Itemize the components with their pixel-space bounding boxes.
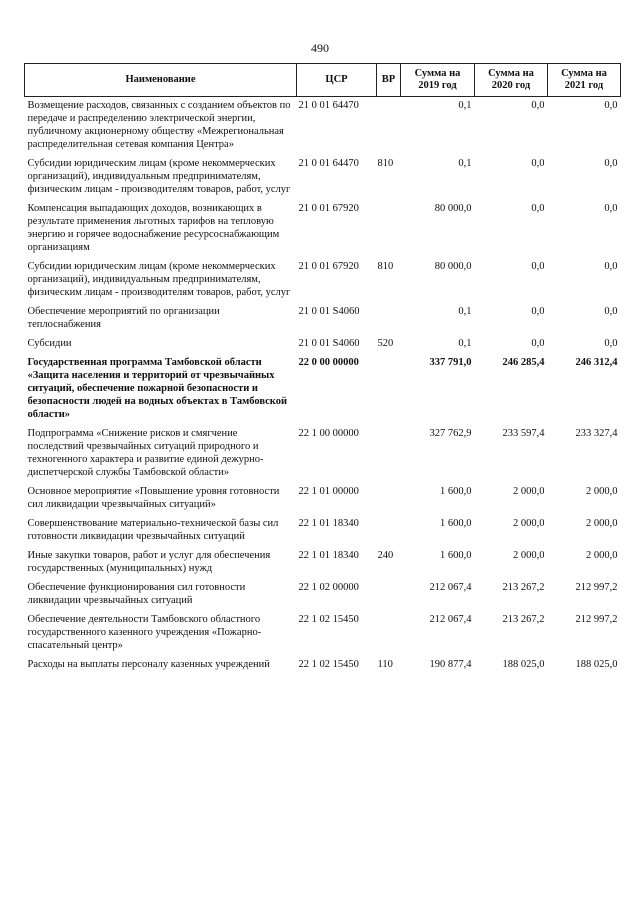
row-sum-2020: 213 267,2 [502,582,545,593]
row-sum-2020: 246 285,4 [502,357,545,368]
header-vr: ВР [377,64,401,97]
table-row [25,515,621,547]
row-sum-2021: 0,0 [604,203,618,214]
table-row [25,155,621,200]
table-row [25,579,621,611]
row-sum-2020: 2 000,0 [513,486,545,497]
row-sum-2021: 2 000,0 [586,486,618,497]
row-vr [377,425,401,483]
row-sum-2020: 0,0 [531,100,545,111]
row-name: Субсидии [27,338,72,349]
row-sum-2021: 233 327,4 [575,428,618,439]
row-sum-2019: 0,1 [458,306,472,317]
row-csr: 22 1 00 00000 [298,428,359,439]
table-row [25,200,621,258]
header-sum-2019: Сумма на 2019 год [401,64,475,97]
row-csr: 22 1 02 15450 [298,659,359,670]
row-name: Основное мероприятие «Повышение уровня готовности сил ликвидации чрезвычайных ситуаций» [27,486,280,510]
row-vr: 110 [377,659,393,670]
row-sum-2019: 1 600,0 [440,486,472,497]
header-name: Наименование [25,64,297,97]
row-sum-2019: 0,1 [458,158,472,169]
table-row [25,611,621,656]
row-sum-2019: 80 000,0 [434,203,472,214]
row-csr: 21 0 01 S4060 [298,306,360,317]
row-name: Компенсация выпадающих доходов, возникающих в результате применения льготных тарифов на тепловую энергию и горячее водоснабжение ресурсоснабжающим организациям [27,203,280,253]
row-sum-2019: 212 067,4 [429,582,472,593]
row-name: Совершенствование материально-технической базы сил готовности ликвидации чрезвычайных ситуаций [27,518,279,542]
table-header [25,64,621,97]
row-sum-2021: 2 000,0 [586,550,618,561]
row-sum-2019: 327 762,9 [429,428,472,439]
row-vr [377,200,401,258]
row-sum-2019: 337 791,0 [429,357,472,368]
table-row [25,425,621,483]
row-sum-2020: 2 000,0 [513,550,545,561]
table-row [25,547,621,579]
row-sum-2019: 80 000,0 [434,261,472,272]
row-sum-2020: 213 267,2 [502,614,545,625]
row-vr [377,579,401,611]
row-sum-2019: 190 877,4 [429,659,472,670]
row-sum-2021: 246 312,4 [575,357,618,368]
row-sum-2019: 212 067,4 [429,614,472,625]
row-csr: 22 1 02 00000 [298,582,359,593]
row-sum-2021: 212 997,2 [575,582,618,593]
row-sum-2019: 1 600,0 [440,550,472,561]
row-vr: 520 [377,338,394,349]
row-sum-2020: 233 597,4 [502,428,545,439]
row-csr: 22 1 01 18340 [298,518,359,529]
table-row [25,258,621,303]
table-row [25,97,621,156]
row-name: Обеспечение деятельности Тамбовского областного государственного казенного учреждения «Пожарно-спасательный центр» [27,614,262,651]
row-name: Иные закупки товаров, работ и услуг для обеспечения государственных (муниципальных) нужд [27,550,271,574]
row-vr: 240 [377,550,394,561]
row-vr [377,611,401,656]
row-vr [377,303,401,335]
row-name: Обеспечение мероприятий по организации теплоснабжения [27,306,220,330]
row-csr: 22 1 01 00000 [298,486,359,497]
row-vr [377,483,401,515]
row-sum-2021: 0,0 [604,338,618,349]
row-sum-2020: 188 025,0 [502,659,545,670]
header-csr: ЦСР [297,64,377,97]
table-row [25,656,621,675]
row-sum-2021: 212 997,2 [575,614,618,625]
row-sum-2020: 0,0 [531,306,545,317]
row-sum-2020: 0,0 [531,203,545,214]
row-sum-2021: 0,0 [604,261,618,272]
row-sum-2021: 0,0 [604,306,618,317]
row-csr: 21 0 01 67920 [298,203,359,214]
table-row [25,483,621,515]
row-csr: 22 1 02 15450 [298,614,359,625]
row-sum-2021: 0,0 [604,158,618,169]
row-vr [377,97,401,156]
table-body [25,97,621,676]
table-row [25,303,621,335]
row-name: Расходы на выплаты персоналу казенных учреждений [27,659,270,670]
page-number: 490 [311,41,329,55]
row-csr: 21 0 01 67920 [298,261,359,272]
table-row [25,335,621,354]
row-sum-2020: 0,0 [531,158,545,169]
row-vr: 810 [377,261,394,272]
row-csr: 21 0 01 64470 [298,100,359,111]
row-sum-2019: 0,1 [458,100,472,111]
row-csr: 21 0 01 S4060 [298,338,360,349]
row-vr [377,354,401,425]
row-csr: 21 0 01 64470 [298,158,359,169]
row-name: Субсидии юридическим лицам (кроме некоммерческих организаций), индивидуальным предпринимателям, физическим лицам - производителям товаров, работ, услуг [27,158,291,195]
row-sum-2021: 0,0 [604,100,618,111]
row-name: Подпрограмма «Снижение рисков и смягчение последствий чрезвычайных ситуаций природного и техногенного характера и развитие единой дежурно-диспетчерской службы Тамбовской области» [27,428,264,478]
row-sum-2019: 1 600,0 [440,518,472,529]
header-sum-2021: Сумма на 2021 год [548,64,621,97]
table-row-program [25,354,621,425]
row-sum-2021: 2 000,0 [586,518,618,529]
row-vr [377,515,401,547]
row-vr: 810 [377,158,394,169]
header-sum-2020: Сумма на 2020 год [475,64,548,97]
row-sum-2019: 0,1 [458,338,472,349]
row-name: Обеспечение функционирования сил готовности ликвидации чрезвычайных ситуаций [27,582,246,606]
row-sum-2020: 0,0 [531,338,545,349]
row-sum-2020: 0,0 [531,261,545,272]
budget-table [24,63,621,675]
row-sum-2020: 2 000,0 [513,518,545,529]
row-name: Субсидии юридическим лицам (кроме некоммерческих организаций), индивидуальным предпринимателям, физическим лицам - производителям товаров, работ, услуг [27,261,291,298]
row-name: Возмещение расходов, связанных с созданием объектов по передаче и распределению электрической энергии, публичному акционерному обществу «Межрегиональная распределительная сетевая компания Центра» [27,100,291,150]
row-sum-2021: 188 025,0 [575,659,618,670]
row-csr: 22 0 00 00000 [298,357,359,368]
row-csr: 22 1 01 18340 [298,550,359,561]
row-name: Государственная программа Тамбовской области «Защита населения и территорий от чрезвычайных ситуаций, обеспечение пожарной безопасности и безопасности людей на водных объектах в Тамбовской области» [27,357,287,420]
